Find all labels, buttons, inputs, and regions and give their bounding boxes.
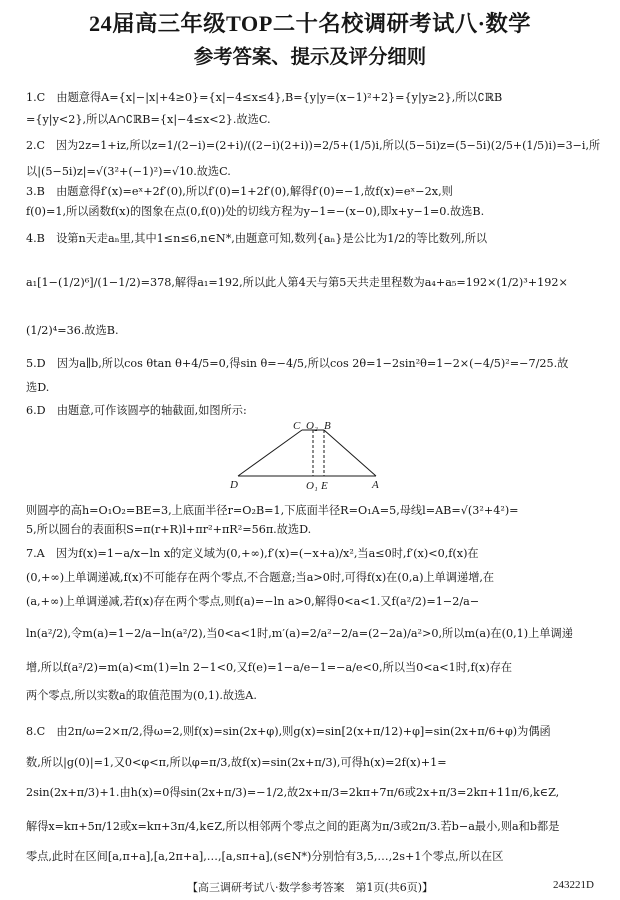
question-line: 2.C 因为2z=1+iz,所以z=1/(2−i)=(2+i)/((2−i)(2+i))=2/5+(1/5)i,所以(5−5i)z=(5−5i)(2/5+(1/5)i)=3−i,所: [26, 139, 601, 152]
question-line: 3.B 由题意得f′(x)=eˣ+2f′(0),所以f′(0)=1+2f′(0),解得f′(0)=−1,故f(x)=eˣ−2x,则: [26, 185, 453, 198]
question-line: 以|(5−5i)z|=√(3²+(−1)²)=√10.故选C.: [26, 165, 231, 178]
figure-left-slant: [238, 430, 302, 476]
question-line: 数,所以|g(0)|=1,又0<φ<π,所以φ=π/3,故f(x)=sin(2x+π/3),可得h(x)=2f(x)+1=: [26, 756, 447, 769]
figure-label-c: C: [293, 420, 301, 432]
question-line: 6.D 由题意,可作该圆亭的轴截面,如图所示:: [26, 404, 247, 417]
question-line: a₁[1−(1/2)⁶]/(1−1/2)=378,解得a₁=192,所以此人第4天与第5天共走里程数为a₄+a₅=192×(1/2)³+192×: [26, 276, 568, 289]
figure-label-o1: O₁: [306, 480, 318, 492]
question-line: 5,所以圆台的表面积S=π(r+R)l+πr²+πR²=56π.故选D.: [26, 523, 312, 536]
figure-label-b: B: [324, 420, 331, 432]
question-line: (0,+∞)上单调递减,f(x)不可能存在两个零点,不合题意;当a>0时,可得f(x)在(0,a)上单调递增,在: [26, 571, 495, 584]
question-line: 2sin(2x+π/3)+1.由h(x)=0得sin(2x+π/3)=−1/2,故2x+π/3=2kπ+7π/6或2x+π/3=2kπ+11π/6,k∈Z,: [26, 786, 560, 799]
question-line: ={y|y<2},所以A∩∁ℝB={x|−4≤x<2}.故选C.: [26, 113, 271, 126]
page-subtitle: 参考答案、提示及评分细则: [193, 47, 427, 68]
question-line: (1/2)⁴=36.故选B.: [26, 324, 119, 337]
footer-page-info: 【高三调研考试八·数学参考答案 第1页(共6页)】: [186, 881, 434, 894]
question-line: 增,所以f(a²/2)=m(a)<m(1)=ln 2−1<0,又f(e)=1−a/e−1=−a/e<0,所以当0<a<1时,f(x)存在: [26, 661, 513, 674]
question-line: 则圆亭的高h=O₁O₂=BE=3,上底面半径r=O₂B=1,下底面半径R=O₁A=5,母线l=AB=√(3²+4²)=: [26, 504, 519, 517]
question-line: 零点,此时在区间[a,π+a],[a,2π+a],…,[a,sπ+a],(s∈N*)分别恰有3,5,…,2s+1个零点,所以在区: [26, 850, 504, 863]
figure-label-o2: O₂: [306, 420, 318, 432]
question-line: f(0)=1,所以函数f(x)的图象在点(0,f(0))处的切线方程为y−1=−(x−0),即x+y−1=0.故选B.: [26, 205, 485, 218]
footer-doc-code: 243221D: [553, 879, 594, 891]
figure-label-e: E: [321, 480, 328, 492]
question-line: 两个零点,所以实数a的取值范围为(0,1).故选A.: [26, 689, 257, 702]
page-title: 24届高三年级TOP二十名校调研考试八·数学: [88, 11, 531, 36]
question-line: 5.D 因为a∥b,所以cos θtan θ+4/5=0,得sin θ=−4/5,所以cos 2θ=1−2sin²θ=1−2×(−4/5)²=−7/25.故: [26, 357, 569, 370]
question-line: 7.A 因为f(x)=1−a/x−ln x的定义域为(0,+∞),f′(x)=(−x+a)/x²,当a≤0时,f′(x)<0,f(x)在: [26, 547, 479, 560]
question-line: (a,+∞)上单调递减,若f(x)存在两个零点,则f(a)=−ln a>0,解得0<a<1.又f(a²/2)=1−2/a−: [26, 595, 480, 608]
question-line: ln(a²/2),令m(a)=1−2/a−ln(a²/2),当0<a<1时,m′(a)=2/a²−2/a=(2−2a)/a²>0,所以m(a)在(0,1)上单调递: [26, 627, 573, 640]
question-line: 8.C 由2π/ω=2×π/2,得ω=2,则f(x)=sin(2x+φ),则g(x)=sin[2(x+π/12)+φ]=sin(2x+π/6+φ)为偶函: [26, 725, 551, 738]
figure-label-a: A: [372, 479, 379, 491]
figure-right-slant: [324, 430, 376, 476]
question-line: 解得x=kπ+5π/12或x=kπ+3π/4,k∈Z,所以相邻两个零点之间的距离为π/3或2π/3.若b−a最小,则a和b都是: [26, 820, 560, 833]
figure-label-d: D: [230, 479, 238, 491]
question-line: 1.C 由题意得A={x|−|x|+4≥0}={x|−4≤x≤4},B={y|y=(x−1)²+2}={y|y≥2},所以∁ℝB: [26, 91, 503, 104]
question-line: 4.B 设第n天走aₙ里,其中1≤n≤6,n∈N*,由题意可知,数列{aₙ}是公比为1/2的等比数列,所以: [26, 232, 488, 245]
question-line: 选D.: [26, 381, 50, 394]
